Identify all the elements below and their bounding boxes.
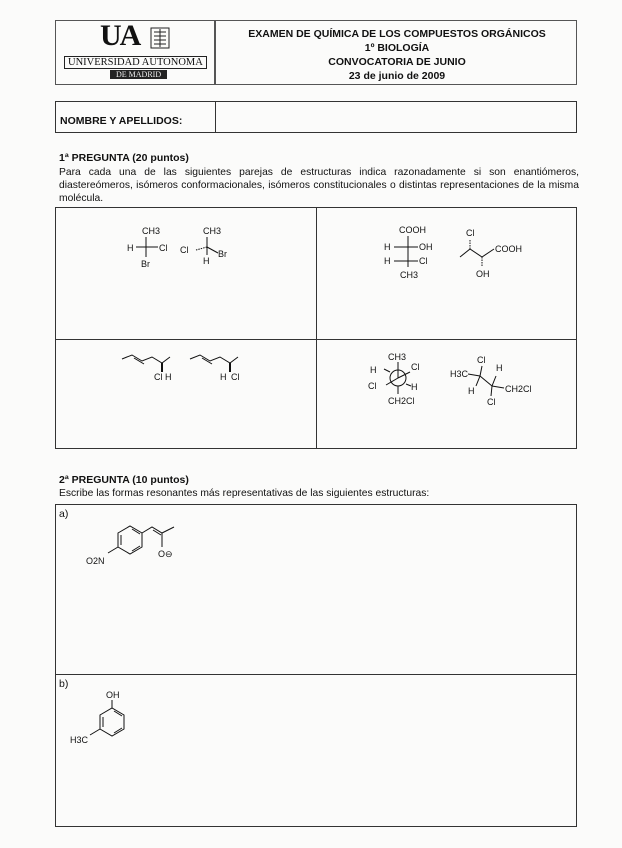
svg-text:OH: OH bbox=[476, 269, 490, 279]
logo-emblem bbox=[150, 27, 170, 49]
svg-text:H: H bbox=[165, 372, 172, 382]
name-input-box[interactable] bbox=[215, 101, 577, 133]
svg-text:Cl: Cl bbox=[466, 228, 475, 238]
exam-course: 1º BIOLOGÍA bbox=[364, 42, 430, 54]
q1-grid-vline bbox=[316, 207, 317, 449]
svg-text:H: H bbox=[370, 365, 377, 375]
q1-grid-hline bbox=[55, 339, 577, 340]
q2-heading: 2ª PREGUNTA (10 puntos) bbox=[59, 474, 189, 486]
svg-text:Cl: Cl bbox=[477, 355, 486, 365]
svg-text:H: H bbox=[496, 363, 503, 373]
svg-text:H: H bbox=[384, 242, 391, 252]
q1-pair-4 bbox=[360, 350, 550, 415]
q1-text: Para cada una de las siguientes parejas de estructuras indica razonadamente si son enantiómeros, diastereómeros, isómeros conformacionales, isómeros constitucionales o distintas representaciones de la misma molécula. bbox=[59, 167, 579, 204]
svg-text:H: H bbox=[220, 372, 227, 382]
q1-p1-h: H bbox=[127, 243, 134, 253]
q2-part-a-label: a) bbox=[59, 508, 69, 520]
svg-text:CH3: CH3 bbox=[388, 352, 407, 362]
svg-text:OH: OH bbox=[419, 242, 433, 252]
q1-pair-2 bbox=[360, 215, 540, 290]
svg-text:CH2Cl: CH2Cl bbox=[505, 384, 532, 394]
logo-letters: UA bbox=[100, 19, 140, 52]
svg-text:H3C: H3C bbox=[450, 369, 469, 379]
q1-p2-ch3: CH3 bbox=[203, 226, 222, 236]
svg-text:Cl: Cl bbox=[411, 362, 420, 372]
svg-text:Cl: Cl bbox=[154, 372, 163, 382]
exam-date: 23 de junio de 2009 bbox=[348, 70, 446, 82]
svg-text:O2N: O2N bbox=[86, 556, 105, 566]
university-logo bbox=[100, 19, 139, 53]
q1-p2-cl: Cl bbox=[180, 245, 189, 255]
svg-text:Cl: Cl bbox=[487, 397, 496, 407]
svg-text:O⊖: O⊖ bbox=[158, 549, 173, 559]
q1-pair-3 bbox=[110, 350, 270, 395]
q1-p1-ch3: CH3 bbox=[142, 226, 161, 236]
logo-university-name: UNIVERSIDAD AUTONOMA bbox=[64, 56, 207, 69]
q2-part-b-label: b) bbox=[59, 678, 69, 690]
svg-text:H: H bbox=[384, 256, 391, 266]
exam-call: CONVOCATORIA DE JUNIO bbox=[328, 56, 466, 68]
q1-p1-cl: Cl bbox=[159, 243, 168, 253]
q1-p2-h: H bbox=[203, 256, 210, 266]
svg-text:CH2Cl: CH2Cl bbox=[388, 396, 415, 406]
q2-b-molecule bbox=[70, 688, 150, 753]
name-label: NOMBRE Y APELLIDOS: bbox=[60, 115, 183, 127]
svg-text:H: H bbox=[468, 386, 475, 396]
q2-a-molecule bbox=[80, 520, 190, 575]
svg-text:Cl: Cl bbox=[368, 381, 377, 391]
svg-text:H3C: H3C bbox=[70, 735, 89, 745]
q1-p1-br: Br bbox=[141, 259, 150, 269]
svg-text:Cl: Cl bbox=[419, 256, 428, 266]
svg-text:OH: OH bbox=[106, 690, 120, 700]
q2-text: Escribe las formas resonantes más representativas de las siguientes estructuras: bbox=[59, 488, 430, 499]
svg-text:CH3: CH3 bbox=[400, 270, 419, 280]
q1-heading: 1ª PREGUNTA (20 puntos) bbox=[59, 152, 189, 164]
q1-p2-br: Br bbox=[218, 249, 227, 259]
svg-text:COOH: COOH bbox=[399, 225, 426, 235]
svg-text:Cl: Cl bbox=[231, 372, 240, 382]
svg-text:COOH: COOH bbox=[495, 244, 522, 254]
q2-divider bbox=[55, 674, 577, 675]
q1-pair-1 bbox=[110, 215, 240, 285]
svg-text:H: H bbox=[411, 382, 418, 392]
logo-city: DE MADRID bbox=[110, 70, 167, 79]
exam-title: EXAMEN DE QUÍMICA DE LOS COMPUESTOS ORGÁNICOS bbox=[248, 28, 546, 40]
